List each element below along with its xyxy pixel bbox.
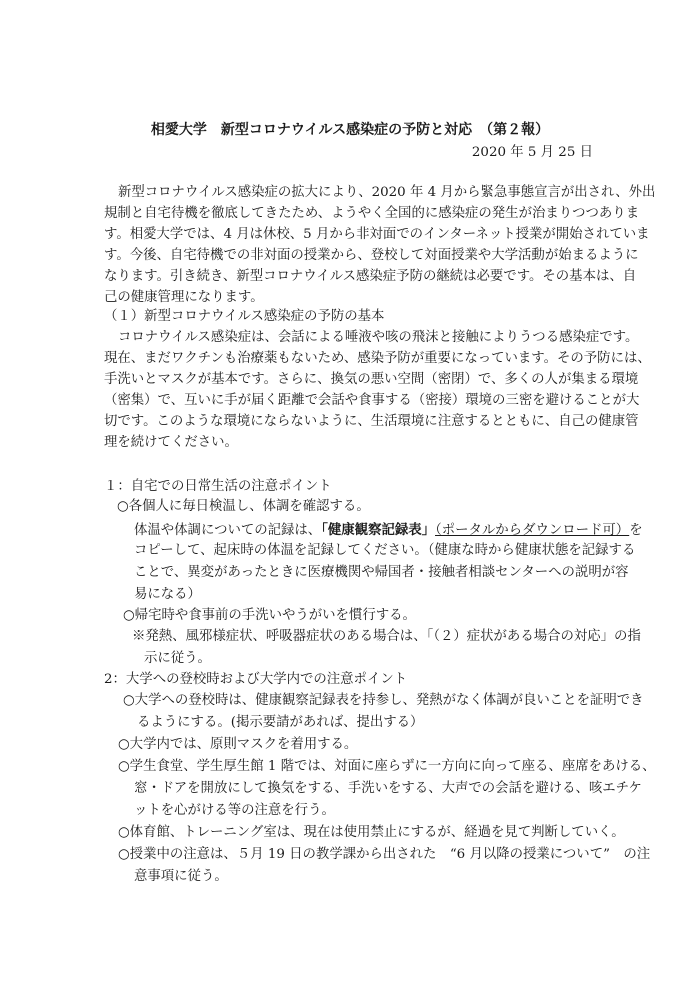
section-line: コロナウイルス感染症は、会話による唾液や咳の飛沫と接触によりうつる感染症です。 (118, 330, 639, 345)
bullet-item: ○帰宅時や食事前の手洗いやうがいを慣行する。 (123, 608, 416, 623)
bullet-item: 窓・ドアを開放にして換気をする、手洗いをする、大声での会話を避ける、咳エチケ (134, 781, 642, 796)
record-line (134, 520, 643, 541)
section-line: （密集）で、互いに手が届く距離で会話や食事する（密接）環境の三密を避けることが大 (104, 393, 640, 408)
intro-line: 新型コロナウイルス感染症の拡大により、2020 年 4 月から緊急事態宣言が出され、外出 (118, 185, 656, 200)
download-note: （ポータルからダウンロード可） (435, 523, 630, 538)
record-line: 易になる） (134, 587, 201, 602)
note-line: ※発熱、風邪様症状、呼吸器症状のある場合は、「（２）症状がある場合の対応」の指 (132, 629, 641, 644)
document-title: 相愛大学 新型コロナウイルス感染症の予防と対応 （第２報） (150, 122, 550, 138)
bullet-item: ットを心がける等の注意を行う。 (134, 803, 335, 818)
record-line: コピーして、起床時の体温を記録してください。（健康な時から健康状態を記録する (134, 543, 636, 558)
bullet-item: ○大学への登校時は、健康観察記録表を持参し、発熱がなく体調が良いことを証明でき (123, 693, 644, 708)
record-text: を (629, 523, 643, 538)
point-heading: 2：大学への登校時および大学内での注意ポイント (104, 672, 408, 687)
intro-line: 規制と自宅待機を徹底してきたため、ようやく全国的に感染症の発生が治まりつつありま (104, 206, 640, 221)
section-line: 理を続けてください。 (104, 435, 238, 450)
section-line: 切です。このような環境にならないように、生活環境に注意するとともに、自己の健康管 (104, 414, 639, 429)
point-heading: １：自宅での日常生活の注意ポイント (104, 479, 332, 494)
bullet-item: ○授業中の注意は、５月 19 日の教学課から出された “6 月以降の授業について” の注 (118, 847, 651, 862)
bullet-item: るようにする。(掲示要請があれば、提出する） (137, 715, 424, 730)
bullet-item: ○学生食堂、学生厚生館 1 階では、対面に座らずに一方向に向って座る、座席をあける、 (118, 759, 656, 774)
bullet-item: ○各個人に毎日検温し、体調を確認する。 (117, 499, 370, 514)
intro-line: す。相愛大学では、4 月は休校、5 月から非対面でのインターネット授業が開始されていま (104, 227, 650, 242)
record-line: ことで、異変があったときに医療機関や帰国者・接触者相談センターへの説明が容 (134, 565, 629, 580)
health-record-form-name: 「健康観察記録表」 (321, 522, 436, 538)
section-line: 現在、まだワクチンも治療薬もないため、感染予防が重要になっています。その予防には、 (104, 351, 651, 366)
intro-line: 己の健康管理になります。 (104, 290, 264, 305)
section-line: 手洗いとマスクが基本です。さらに、換気の悪い空間（密閉）で、多くの人が集まる環境 (104, 372, 639, 387)
intro-line: なります。引き続き、新型コロナウイルス感染症予防の継続は必要です。その基本は、自 (104, 269, 637, 284)
bullet-item: ○体育館、トレーニング室は、現在は使用禁止にするが、経過を見て判断していく。 (118, 825, 625, 840)
record-text: 体温や体調についての記録は、 (134, 523, 322, 538)
document-date: 2020 年 5 月 25 日 (471, 145, 593, 160)
section-heading: （１）新型コロナウイルス感染症の予防の基本 (104, 309, 385, 324)
bullet-item: 意事項に従う。 (134, 869, 228, 884)
intro-line: す。今後、自宅待機での非対面の授業から、登校して対面授業や大学活動が始まるように (104, 248, 639, 263)
note-line: 示に従う。 (144, 651, 211, 666)
bullet-item: ○大学内では、原則マスクを着用する。 (118, 737, 358, 752)
